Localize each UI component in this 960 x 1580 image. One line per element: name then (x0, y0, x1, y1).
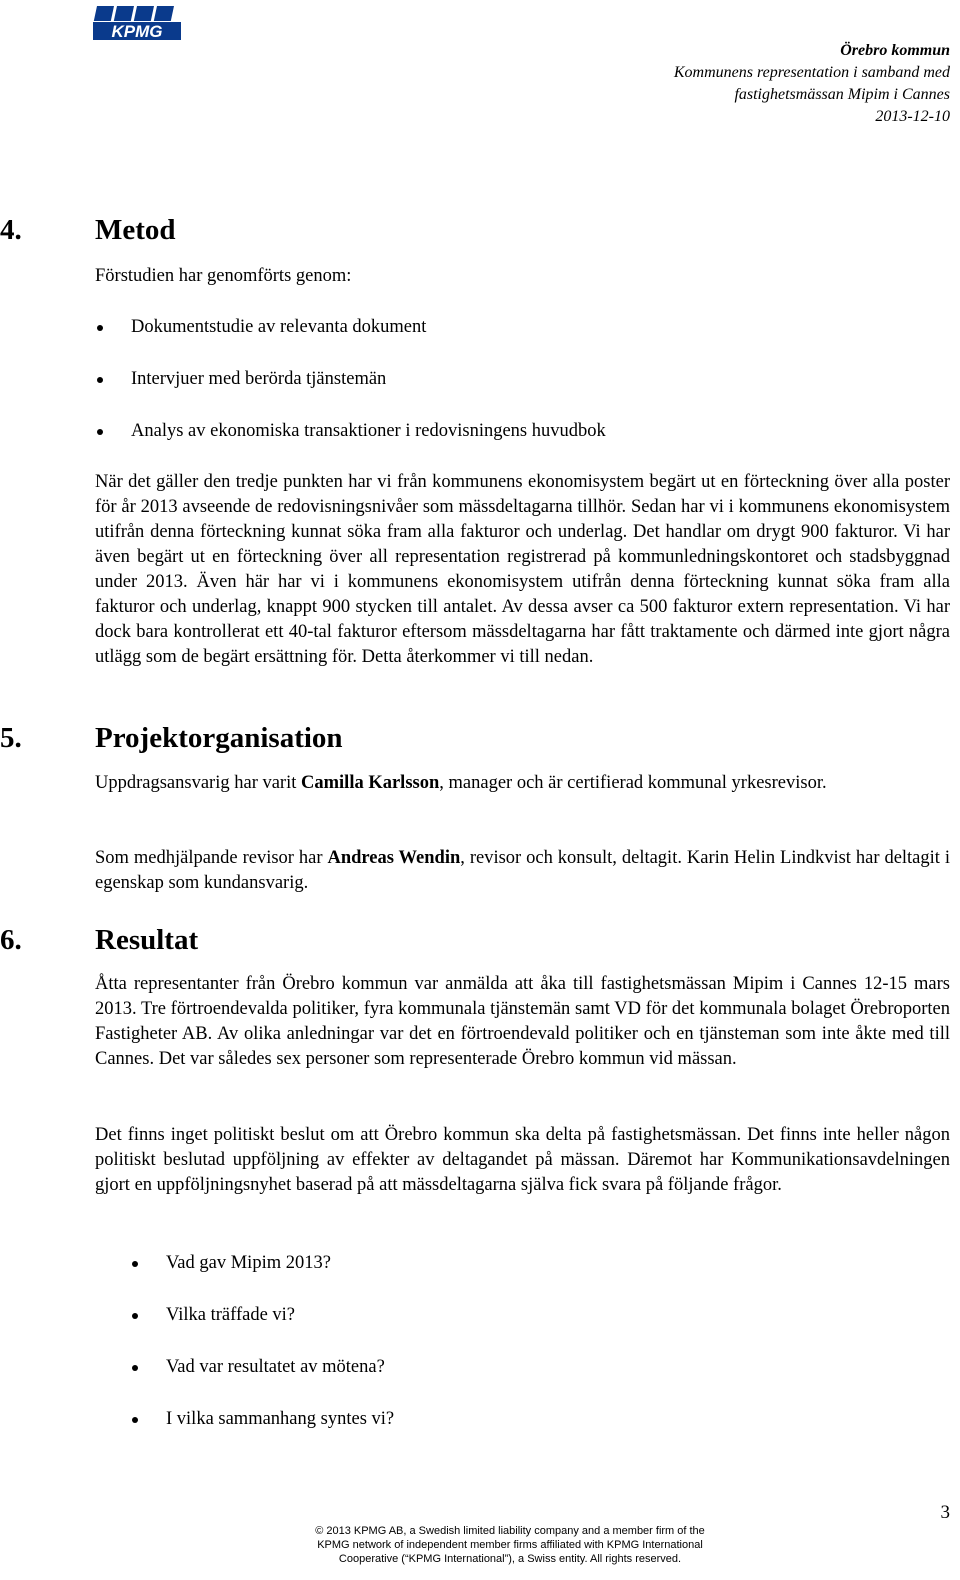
page-number: 3 (940, 1502, 950, 1523)
list-item-text: Vad var resultatet av mötena? (166, 1357, 385, 1377)
list-item-text: I vilka sammanhang syntes vi? (166, 1409, 395, 1429)
manager-name: Camilla Karlsson (301, 773, 440, 793)
header-subtitle-line1: Kommunens representation i samband med (673, 64, 950, 81)
section-4-intro: Förstudien har genomförts genom: (95, 266, 352, 286)
header-date: 2013-12-10 (875, 108, 950, 125)
bullet-icon (132, 1417, 138, 1423)
bullet-icon (97, 325, 103, 331)
bullet-icon (132, 1261, 138, 1267)
section-5-number: 5. (0, 722, 22, 754)
bullet-icon (132, 1365, 138, 1371)
header-subtitle-line2: fastighetsmässan Mipim i Cannes (734, 86, 950, 103)
section-6-number: 6. (0, 924, 22, 956)
section-6-title: Resultat (95, 924, 199, 956)
section-6-paragraph-2: Det finns inget politiskt beslut om att Örebro kommun ska delta på fastighetsmässan. Det finns inte heller någon politiskt beslutad uppföljning av effekter av deltagandet på mässan. Däremot har Kommunikationsavdelningen gjort en uppföljningsnyhet baserad på att mässdeltagarna själva fick svara på följande frågor. (95, 1125, 950, 1195)
footer-line-1: © 2013 KPMG AB, a Swedish limited liability company and a member firm of the (315, 1525, 705, 1537)
assistant-name: Andreas Wendin (327, 848, 461, 868)
bullet-icon (97, 377, 103, 383)
list-item-text: Dokumentstudie av relevanta dokument (131, 317, 427, 337)
list-item-text: Vilka träffade vi? (166, 1305, 296, 1325)
footer-line-3: Cooperative (“KPMG International”), a Swiss entity. All rights reserved. (338, 1553, 682, 1565)
page-footer (270, 1524, 750, 1566)
section-6-paragraph-1: Åtta representanter från Örebro kommun var anmälda att åka till fastighetsmässan Mipim i Cannes 12-15 mars 2013. Tre förtroendevalda politiker, fyra kommunala tjänstemän samt VD för det kommunala bolaget Örebroporten Fastigheter AB. Av olika anledningar var det en förtroendevald politiker och en tjänsteman som inte åkte med till Cannes. Det var således sex personer som representerade Örebro kommun vid mässan. (95, 974, 950, 1069)
header-org: Örebro kommun (840, 42, 950, 59)
section-4-body: När det gäller den tredje punkten har vi från kommunens ekonomisystem begärt ut en förteckning över alla poster för år 2013 avseende de redovisningsnivåer som mässdeltagarna tillhör. Sedan har vi i kommunens ekonomisystem utifrån denna förteckning kunnat söka fram alla fakturor och underlag. Det handlar om drygt 900 fakturor. Vi har även begärt ut en förteckning över all representation registrerad på kommunledningskontoret och stadsbyggnad under 2013. Även här har vi i kommunens ekonomisystem utifrån denna förteckning kunnat söka fram alla fakturor och underlag, knappt 900 stycken till antalet. Av dessa avser ca 500 fakturor extern representation. Vi har dock bara kontrollerat ett 40-tal fakturor eftersom mässdeltagarna har fått traktamente och därmed inte gjort några utlägg som de begärt ersättning för. Detta återkommer vi till nedan. (95, 472, 950, 667)
section-4-number: 4. (0, 214, 22, 246)
bullet-icon (132, 1313, 138, 1319)
section-5-paragraph-1: Uppdragsansvarig har varit Camilla Karlsson, manager och är certifierad kommunal yrkesrevisor. (95, 773, 827, 793)
logo-text: KPMG (111, 22, 163, 40)
footer-line-2: KPMG network of independent member firms affiliated with KPMG International (317, 1539, 703, 1551)
section-4-title: Metod (95, 214, 176, 246)
bullet-icon (97, 429, 103, 435)
list-item-text: Analys av ekonomiska transaktioner i redovisningens huvudbok (131, 421, 606, 441)
list-item-text: Vad gav Mipim 2013? (166, 1253, 331, 1273)
section-5-paragraph-2: Som medhjälpande revisor har Andreas Wendin, revisor och konsult, deltagit. Karin Helin Lindkvist har deltagit i egenskap som kundansvarig. (95, 848, 951, 893)
section-5-title: Projektorganisation (95, 722, 343, 754)
list-item-text: Intervjuer med berörda tjänstemän (131, 369, 387, 389)
page-header (674, 40, 950, 128)
kpmg-logo (93, 6, 183, 40)
